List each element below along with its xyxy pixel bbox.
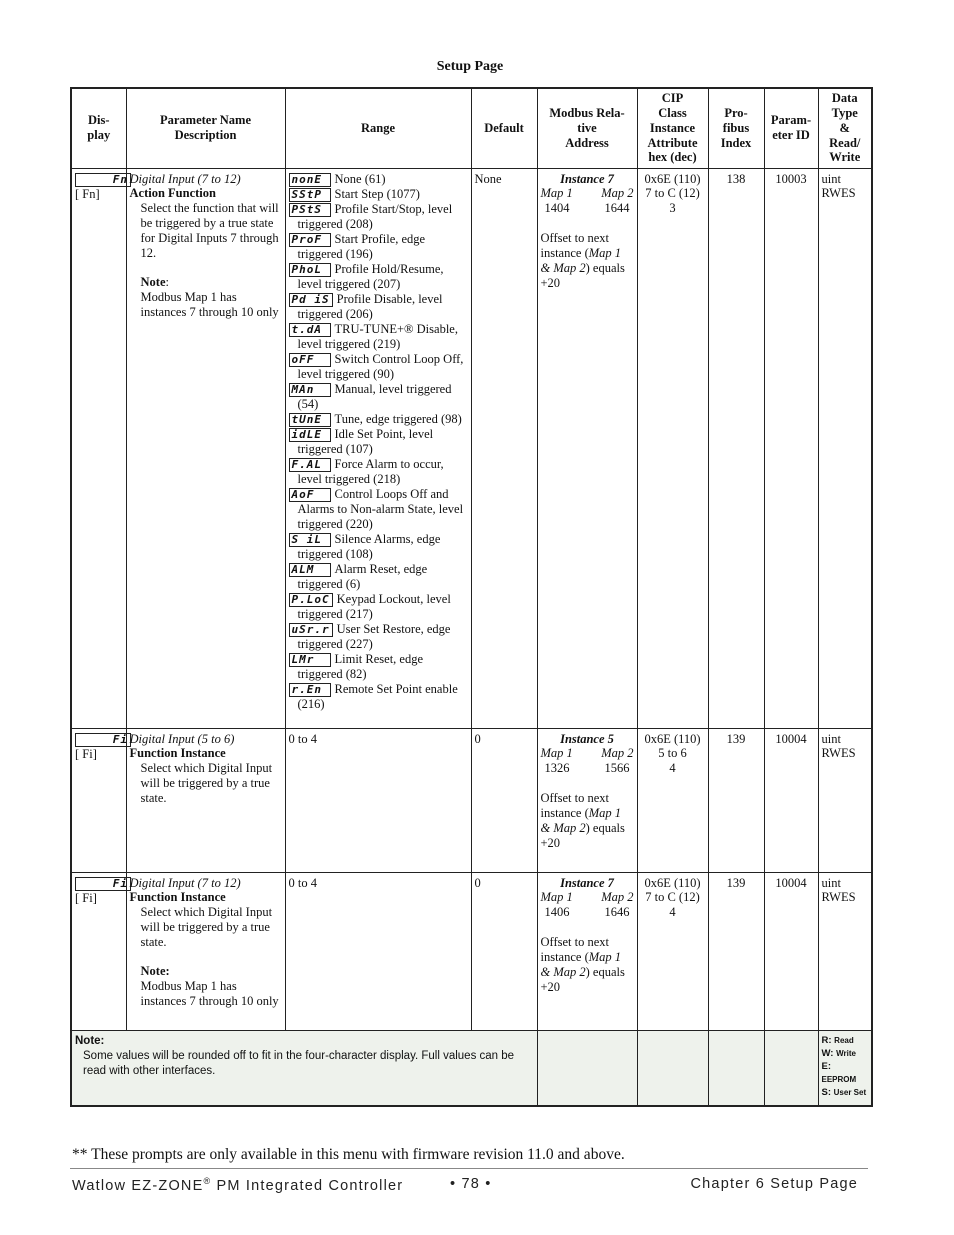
lcd-code: t.dA: [289, 323, 331, 337]
range-option: [289, 562, 468, 592]
profibus-cell: 138: [708, 168, 764, 728]
range-option: [289, 382, 468, 412]
range-option: [289, 682, 468, 712]
range-option: [289, 292, 468, 322]
cip-line-2: 5 to 6: [658, 746, 687, 761]
range-option-text: Profile Start/Stop, level triggered (208): [297, 201, 453, 231]
note-empty-cell: [708, 1030, 764, 1106]
table-row: [71, 168, 872, 728]
type-line-1: uint: [821, 171, 841, 186]
legend-value: User Set: [833, 1087, 867, 1097]
type-line-2: RWES: [821, 746, 856, 761]
note-text: Modbus Map 1 has instances 7 through 10 only: [140, 289, 279, 319]
range-cell: 0 to 4: [285, 728, 471, 872]
lcd-display: Fi: [75, 733, 131, 747]
profibus-cell: 139: [708, 872, 764, 1030]
range-option-text: Manual, level triggered (54): [297, 381, 452, 412]
table-row: [71, 872, 872, 1030]
range-option-text: Silence Alarms, edge triggered (108): [297, 532, 441, 562]
map1-value: 1406: [544, 905, 570, 920]
range-option: [289, 322, 468, 352]
type-line-2: RWES: [821, 890, 856, 905]
modbus-cell: [537, 872, 637, 1030]
input-range: Digital Input (5 to 6): [129, 731, 235, 746]
note-block: Note:: [140, 274, 169, 289]
map2-label: Map 2: [601, 890, 634, 905]
range-option-text: Start Step (1077): [334, 186, 420, 201]
lcd-code: uSr.r: [289, 623, 333, 637]
lcd-code: S iL: [289, 533, 331, 547]
footer-brand: Watlow EZ-ZONE: [72, 1177, 204, 1194]
lcd-code: SStP: [289, 188, 331, 202]
default-cell: None: [471, 168, 537, 728]
header-param-id: Param- eter ID: [764, 88, 818, 168]
note-label: Note:: [140, 964, 170, 979]
range-option: [289, 427, 468, 457]
range-cell: [285, 168, 471, 728]
range-option-text: Limit Reset, edge triggered (82): [297, 652, 424, 682]
range-option-text: Force Alarm to occur, level triggered (218): [297, 457, 444, 487]
header-display: Dis- play: [71, 88, 126, 168]
header-cip: CIP Class Instance Attribute hex (dec): [637, 88, 708, 168]
legend-value: Write: [836, 1048, 856, 1058]
lcd-code: oFF: [289, 353, 331, 367]
range-option: [289, 457, 468, 487]
map-values: [541, 905, 634, 920]
lcd-code: AoF: [289, 488, 331, 502]
type-line-1: uint: [821, 875, 841, 890]
note-title: Note:: [75, 1034, 105, 1047]
note-row: [71, 1030, 872, 1106]
map-labels: [541, 186, 634, 201]
note-cell: [71, 1030, 537, 1106]
map2-label: Map 2: [601, 186, 634, 201]
page-number: • 78 •: [450, 1176, 492, 1192]
legend-item: [822, 1060, 869, 1086]
param-name: Function Instance: [129, 746, 226, 761]
cip-line-1: 0x6E (110): [644, 171, 701, 186]
range-option-text: Remote Set Point enable (216): [297, 682, 458, 712]
instance-label: Instance 7: [560, 875, 614, 890]
cip-cell: [637, 728, 708, 872]
display-cell: [71, 872, 126, 1030]
header-default: Default: [471, 88, 537, 168]
display-text: [ Fn]: [75, 186, 100, 201]
note-label: Note: [140, 274, 166, 289]
cip-line-1: 0x6E (110): [644, 731, 701, 746]
map1-label: Map 1: [540, 746, 573, 761]
header-data-type: Data Type & Read/ Write: [818, 88, 872, 168]
range-option: [289, 622, 468, 652]
lcd-display: Fi: [75, 877, 131, 891]
cip-cell: [637, 872, 708, 1030]
range-option: [289, 172, 468, 187]
param-name: Function Instance: [129, 890, 226, 905]
range-option-text: Alarm Reset, edge triggered (6): [297, 562, 428, 592]
offset-note: [541, 231, 634, 291]
lcd-code: PStS: [289, 203, 331, 217]
param-description: Select which Digital Input will be triggered by a true state.: [140, 905, 273, 950]
cip-line-2: 7 to C (12): [645, 186, 700, 201]
legend-key: W:: [821, 1047, 834, 1059]
range-option-text: Tune, edge triggered (98): [334, 411, 462, 426]
map-labels: [541, 890, 634, 905]
offset-a: Offset to next instance (: [540, 231, 610, 261]
default-cell: 0: [471, 728, 537, 872]
map2-value: 1646: [604, 905, 630, 920]
note-empty-cell: [764, 1030, 818, 1106]
param-description: Select the function that will be triggered by a true state for Digital Inputs 7 through 12.: [140, 201, 279, 261]
param-id-cell: 10004: [764, 872, 818, 1030]
offset-c: ) equals +20: [540, 821, 625, 850]
legend-value: EEPROM: [821, 1074, 857, 1084]
offset-note: [541, 791, 634, 851]
footnote: ** These prompts are only available in this menu with firmware revision 11.0 and above.: [72, 1146, 625, 1163]
param-id-cell: 10003: [764, 168, 818, 728]
cip-line-3: 4: [669, 905, 676, 920]
offset-a: Offset to next instance (: [540, 791, 610, 821]
range-option: [289, 187, 468, 202]
lcd-code: ALM: [289, 563, 331, 577]
param-name: Action Function: [129, 186, 216, 201]
cip-cell: [637, 168, 708, 728]
range-option-text: Keypad Lockout, level triggered (217): [297, 592, 451, 622]
cip-line-3: 3: [669, 201, 676, 216]
instance-label: Instance 5: [560, 731, 614, 746]
range-option: [289, 232, 468, 262]
range-option-text: Switch Control Loop Off, level triggered (90): [297, 351, 464, 382]
range-option-text: Idle Set Point, level triggered (107): [297, 427, 434, 457]
rw-legend: [818, 1030, 872, 1106]
legend-key: E:: [821, 1060, 831, 1072]
default-cell: 0: [471, 872, 537, 1030]
table-row: [71, 728, 872, 872]
lcd-display: Fn: [75, 173, 131, 187]
param-cell: [126, 168, 285, 728]
profibus-cell: 139: [708, 728, 764, 872]
legend-key: R:: [821, 1034, 832, 1046]
modbus-cell: [537, 728, 637, 872]
instance-label: Instance 7: [560, 171, 614, 186]
offset-b: Map 1 & Map 2: [540, 246, 622, 276]
offset-c: ) equals +20: [540, 261, 625, 290]
param-cell: [126, 728, 285, 872]
range-option-text: None (61): [334, 171, 386, 186]
display-cell: [71, 728, 126, 872]
note-body: Some values will be rounded off to fit in the four-character display. Full values can be read with other interfaces.: [83, 1049, 515, 1077]
note-empty-cell: [537, 1030, 637, 1106]
header-modbus: Modbus Rela- tive Address: [537, 88, 637, 168]
range-option: [289, 412, 468, 427]
legend-key: S:: [821, 1086, 831, 1098]
footer-divider: [70, 1168, 868, 1169]
note-empty-cell: [637, 1030, 708, 1106]
range-option-text: Start Profile, edge triggered (196): [297, 231, 426, 261]
range-option-text: User Set Restore, edge triggered (227): [297, 622, 451, 652]
legend-item: [822, 1034, 869, 1047]
data-type-cell: [818, 872, 872, 1030]
lcd-code: LMr: [289, 653, 331, 667]
footer-product: PM Integrated Controller: [211, 1177, 404, 1194]
map1-value: 1404: [544, 201, 570, 216]
type-line-2: RWES: [821, 186, 856, 201]
data-type-cell: [818, 728, 872, 872]
header-param: Parameter Name Description: [126, 88, 285, 168]
param-description: Select which Digital Input will be triggered by a true state.: [140, 761, 273, 806]
lcd-code: ProF: [289, 233, 331, 247]
param-cell: [126, 872, 285, 1030]
lcd-code: idLE: [289, 428, 331, 442]
map2-label: Map 2: [601, 746, 634, 761]
display-text: [ Fi]: [75, 890, 97, 905]
range-option-text: TRU-TUNE+® Disable, level triggered (219): [297, 321, 458, 351]
range-option: [289, 262, 468, 292]
cip-line-3: 4: [669, 761, 676, 776]
data-type-cell: [818, 168, 872, 728]
legend-value: Read: [834, 1035, 854, 1045]
offset-a: Offset to next instance (: [540, 935, 610, 965]
cip-line-2: 7 to C (12): [645, 890, 700, 905]
map1-label: Map 1: [540, 890, 573, 905]
footer-left: [72, 1176, 403, 1194]
range-option-text: Profile Hold/Resume, level triggered (207): [297, 261, 444, 291]
range-option-text: Control Loops Off and Alarms to Non-alarm State, level triggered (220): [297, 487, 464, 532]
page-title: Setup Page: [436, 59, 504, 74]
footer-reg-mark: ®: [203, 1176, 212, 1186]
map-labels: [541, 746, 634, 761]
lcd-code: F.AL: [289, 458, 331, 472]
input-range: Digital Input (7 to 12): [129, 171, 241, 186]
range-option-text: Profile Disable, level triggered (206): [297, 291, 443, 321]
range-option: [289, 592, 468, 622]
lcd-code: nonE: [289, 173, 331, 187]
lcd-code: PhoL: [289, 263, 331, 277]
lcd-code: tUnE: [289, 413, 331, 427]
param-id-cell: 10004: [764, 728, 818, 872]
offset-note: [541, 935, 634, 995]
offset-b: Map 1 & Map 2: [540, 806, 622, 836]
legend-item: [822, 1086, 869, 1099]
note-text: Modbus Map 1 has instances 7 through 10 only: [140, 978, 279, 1008]
legend-item: [822, 1047, 869, 1060]
range-option: [289, 352, 468, 382]
header-profibus: Pro- fibus Index: [708, 88, 764, 168]
map-values: [541, 761, 634, 776]
offset-b: Map 1 & Map 2: [540, 950, 622, 980]
cip-line-1: 0x6E (110): [644, 875, 701, 890]
type-line-1: uint: [821, 731, 841, 746]
range-option: [289, 202, 468, 232]
lcd-code: P.LoC: [289, 593, 333, 607]
map2-value: 1566: [604, 761, 630, 776]
map1-label: Map 1: [540, 186, 573, 201]
range-cell: 0 to 4: [285, 872, 471, 1030]
header-range: Range: [285, 88, 471, 168]
map2-value: 1644: [604, 201, 630, 216]
input-range: Digital Input (7 to 12): [129, 875, 241, 890]
map-values: [541, 201, 634, 216]
display-cell: [71, 168, 126, 728]
lcd-code: r.En: [289, 683, 331, 697]
modbus-cell: [537, 168, 637, 728]
parameter-table: [70, 87, 873, 1107]
range-option: [289, 652, 468, 682]
header-row: [71, 88, 872, 168]
footer-chapter: Chapter 6 Setup Page: [690, 1176, 858, 1192]
range-option: [289, 532, 468, 562]
range-option: [289, 487, 468, 532]
lcd-code: MAn: [289, 383, 331, 397]
map1-value: 1326: [544, 761, 570, 776]
lcd-code: Pd iS: [289, 293, 333, 307]
display-text: [ Fi]: [75, 746, 97, 761]
offset-c: ) equals +20: [540, 965, 625, 994]
